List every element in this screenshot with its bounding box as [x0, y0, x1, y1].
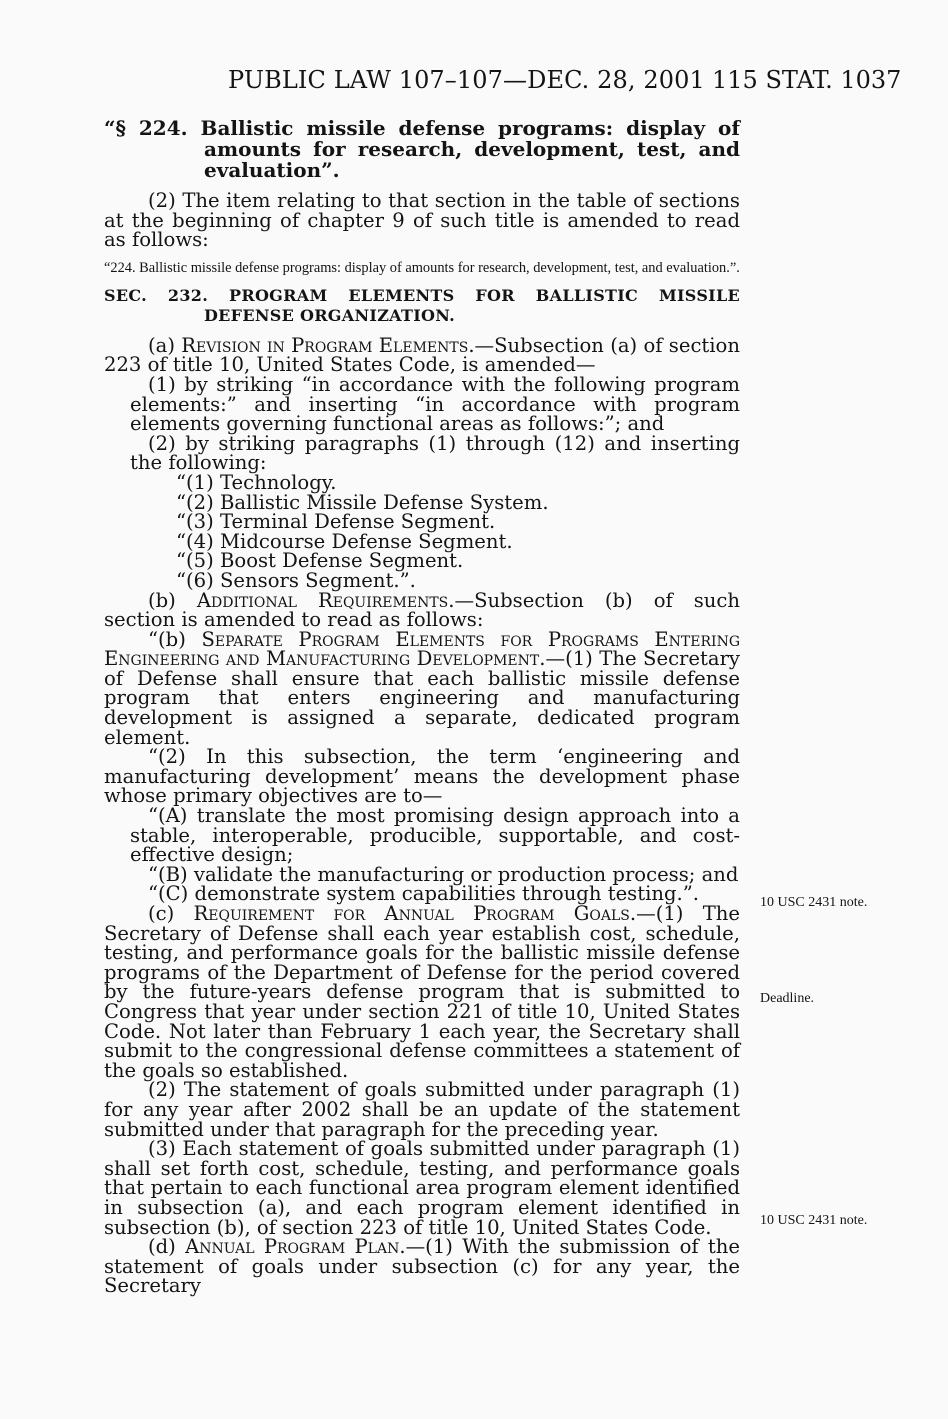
subsection-a-item-1: (1) by striking “in accordance with the following program elements:” and inserting “in accordance with program elements governing functional areas as follows:”; and [130, 372, 740, 436]
margin-note-deadline: Deadline. [760, 991, 815, 1006]
running-head-page: 115 STAT. 1037 [712, 66, 902, 94]
subsection-b-text: .—Subsection (b) of such section is amended to read as follows: [104, 588, 741, 632]
subsection-d-text: .—(1) With the submission of the statement of goals under subsection (c) for any year, the Secretary [104, 1235, 740, 1298]
subsection-a-label: (a) [148, 333, 182, 357]
program-element-list-item: “(2) Ballistic Missile Defense System. [176, 490, 549, 514]
subsection-b-heading: Additional Requirements [196, 588, 449, 612]
program-element-list-item: “(3) Terminal Defense Segment. [176, 510, 496, 534]
program-element-list-item: “(6) Sensors Segment.”. [176, 568, 416, 592]
subsection-d-label: (d) [148, 1235, 186, 1259]
subsection-c [104, 904, 740, 1080]
quoted-b-heading: Separate Program Elements for Programs Entering Engineering and Manufacturing Development [104, 627, 740, 671]
sec-232-title: PROGRAM ELEMENTS FOR BALLISTIC MISSILE DEFENSE ORGANIZATION. [204, 285, 740, 325]
program-element-list-item: “(1) Technology. [176, 470, 337, 494]
subsection-c-heading: Requirement for Annual Program Goals [193, 902, 630, 925]
running-head-title: PUBLIC LAW 107–107—DEC. 28, 2001 [228, 66, 705, 94]
quoted-b-paragraph-2: “(2) In this subsection, the term ‘engineering and manufacturing development’ means the development phase whose primary objectives are to— [104, 745, 740, 808]
quoted-subsection-b [104, 627, 740, 749]
subsection-c-label: (c) [148, 902, 194, 925]
subsection-a-heading: Revision in Program Elements [181, 333, 469, 357]
quoted-b-item-B: “(B) validate the manufacturing or production process; and [148, 862, 739, 886]
margin-note-usc-2: 10 USC 2431 note. [760, 1213, 868, 1228]
program-element-list-item: “(4) Midcourse Defense Segment. [176, 529, 513, 553]
margin-note-usc-1: 10 USC 2431 note. [760, 895, 868, 910]
sec-232-number: SEC. 232. [104, 285, 209, 305]
quoted-b-label: “(b) [148, 627, 202, 651]
table-of-sections-entry: “224. Ballistic missile defense programs: display of amounts for research, development, test, and evaluation.”. [104, 259, 740, 276]
page-header [0, 66, 948, 106]
subsection-c-paragraph-3: (3) Each statement of goals submitted under paragraph (1) shall set forth cost, schedule, testing, and performance goals that pertain to each functional area program element identified in subsection (a), and each program element identified in subsection (b), of section 223 of title 10, United States Code. [104, 1137, 740, 1239]
subsection-c-text: .—(1) The Secretary of Defense shall each year establish cost, schedule, testing, and performance goals for the ballistic missile defense programs of the Department of Defense for the period covered by the future-years defense program that is submitted to Congress that year under section 221 of title 10, United States Code. Not later than February 1 each year, the Secretary shall submit to the congressional defense committees a statement of the goals so established. [104, 902, 740, 1082]
subsection-b-label: (b) [148, 588, 197, 612]
quoted-b-item-A: “(A) translate the most promising design approach into a stable, interoperable, producible, supportable, and cost-effective design; [130, 804, 740, 867]
subsection-a [104, 333, 740, 377]
quoted-b-text: .—(1) The Secretary of Defense shall ensure that each ballistic missile defense program that enters engineering and manufacturing development is assigned a separate, dedicated program element. [104, 647, 740, 749]
subsection-c-paragraph-2: (2) The statement of goals submitted under paragraph (1) for any year after 2002 shall be an update of the statement submitted under that paragraph for the preceding year. [104, 1078, 740, 1141]
section-title: Ballistic missile defense programs: display of amounts for research, development, test, and evaluation”. [200, 116, 740, 182]
section-224-heading [104, 118, 740, 181]
subsection-a-text: .—Subsection (a) of section 223 of title 10, United States Code, is amended— [104, 333, 740, 377]
paragraph-2: (2) The item relating to that section in the table of sections at the beginning of chapter 9 of such title is amended to read as follows: [104, 189, 740, 252]
program-element-list-item: “(5) Boost Defense Segment. [176, 549, 464, 573]
subsection-d [104, 1237, 740, 1296]
section-number: “§ 224. [104, 116, 188, 140]
quoted-b-item-C: “(C) demonstrate system capabilities through testing.”. [148, 882, 699, 906]
document-body [104, 118, 740, 1296]
subsection-b [104, 588, 741, 632]
sec-232-heading [104, 286, 740, 326]
subsection-d-heading: Annual Program Plan [185, 1235, 400, 1259]
subsection-a-item-2: (2) by striking paragraphs (1) through (12) and inserting the following: [130, 431, 740, 475]
